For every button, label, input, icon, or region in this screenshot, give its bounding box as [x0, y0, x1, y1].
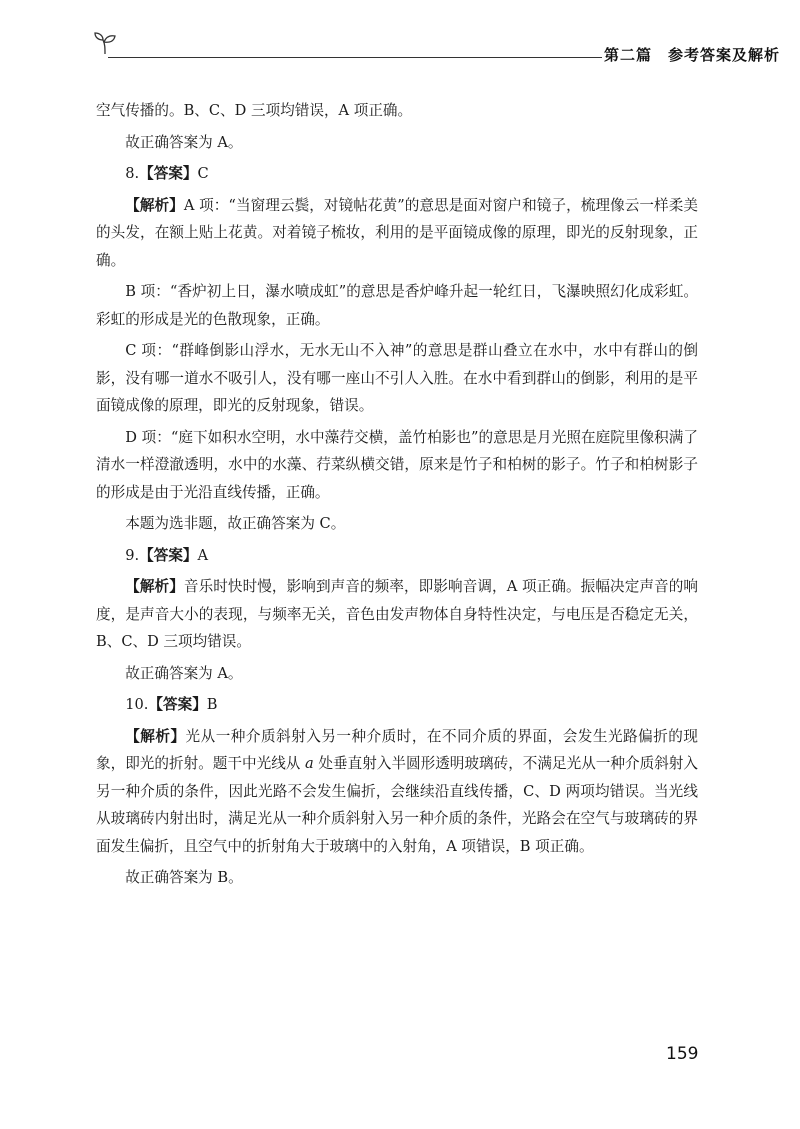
answer-line-8 [96, 160, 698, 188]
answer-value-9: A [197, 546, 209, 564]
analysis-8-d: D 项：“庭下如积水空明，水中藻荇交横，盖竹柏影也”的意思是月光照在庭院里像积满了清水一样澄澈透明，水中的水藻、荇菜纵横交错，原来是竹子和柏树的影子。竹子和柏树影子的形成是由于光沿直线传播，正确。 [96, 428, 698, 501]
analysis-label-9: 【解析】 [125, 578, 184, 595]
answer-value-10: B [206, 696, 218, 713]
answer-label-8: 【答案】 [139, 165, 198, 182]
paragraph-conclusion-9: 故正确答案为 A。 [125, 664, 243, 682]
header-rule [108, 57, 602, 58]
page-header [92, 30, 781, 66]
analysis-10 [96, 723, 698, 861]
paragraph-continuation: 空气传播的。B、C、D 三项均错误，A 项正确。 [96, 102, 413, 119]
analysis-text-10-part1: 光从一种介质斜射入另一种介质时，在不同介质的界面，会发生光路偏折的现象，即光的折射。题干中光线从 [96, 727, 698, 772]
question-number-8: 8. [125, 165, 140, 182]
analysis-label-8: 【解析】 [125, 196, 184, 214]
question-number-9: 9. [125, 546, 140, 564]
answer-line-10 [96, 691, 698, 719]
answer-label-9: 【答案】 [139, 546, 198, 564]
page-number: 159 [666, 1044, 699, 1064]
paragraph-conclusion-10: 故正确答案为 B。 [125, 869, 243, 886]
analysis-text-10-part2: 处垂直射入半圆形透明玻璃砖，不满足光从一种介质斜射入另一种介质的条件，因此光路不会发生偏折，会继续沿直线传播，C、D 两项均错误。当光线从玻璃砖内射出时，满足光从一种介质斜射入另一种介质的条件，光路会在空气与玻璃砖的界面发生偏折，且空气中的折射角大于玻璃中的入射角，A 项错误，B 项正确。 [96, 755, 698, 855]
analysis-text-8-a: A 项：“当窗理云鬓，对镜帖花黄”的意思是面对窗户和镜子，梳理像云一样柔美的头发，在额上贴上花黄。对着镜子梳妆，利用的是平面镜成像的原理，即光的反射现象，正确。 [96, 196, 698, 269]
analysis-label-10: 【解析】 [125, 727, 186, 745]
analysis-9 [96, 573, 698, 656]
analysis-text-9: 音乐时快时慢，影响到声音的频率，即影响音调，A 项正确。振幅决定声音的响度，是声音大小的表现，与频率无关，音色由发声物体自身特性决定，与电压是否稳定无关，B、C、D 三项均错误。 [96, 578, 698, 650]
analysis-8-c: C 项：“群峰倒影山浮水，无水无山不入神”的意思是群山叠立在水中，水中有群山的倒影，没有哪一道水不吸引人，没有哪一座山不引人入胜。在水中看到群山的倒影，利用的是平面镜成像的原理，即光的反射现象，错误。 [96, 342, 698, 414]
answer-label-10: 【答案】 [148, 696, 207, 713]
variable-a: a [305, 755, 314, 772]
question-number-10: 10. [125, 696, 149, 713]
analysis-8-b: B 项：“香炉初上日，瀑水喷成虹”的意思是香炉峰升起一轮红日，飞瀑映照幻化成彩虹。彩虹的形成是光的色散现象，正确。 [96, 283, 698, 328]
analysis-8-a [96, 192, 698, 275]
answer-value-8: C [197, 165, 209, 182]
header-section-title: 第二篇 参考答案及解析 [604, 46, 781, 64]
answer-content [96, 97, 698, 892]
paragraph-conclusion-7: 故正确答案为 A。 [125, 133, 243, 151]
paragraph-conclusion-8: 本题为选非题，故正确答案为 C。 [125, 515, 346, 532]
answer-line-9 [96, 542, 698, 570]
leaf-sprout-icon [92, 30, 118, 56]
